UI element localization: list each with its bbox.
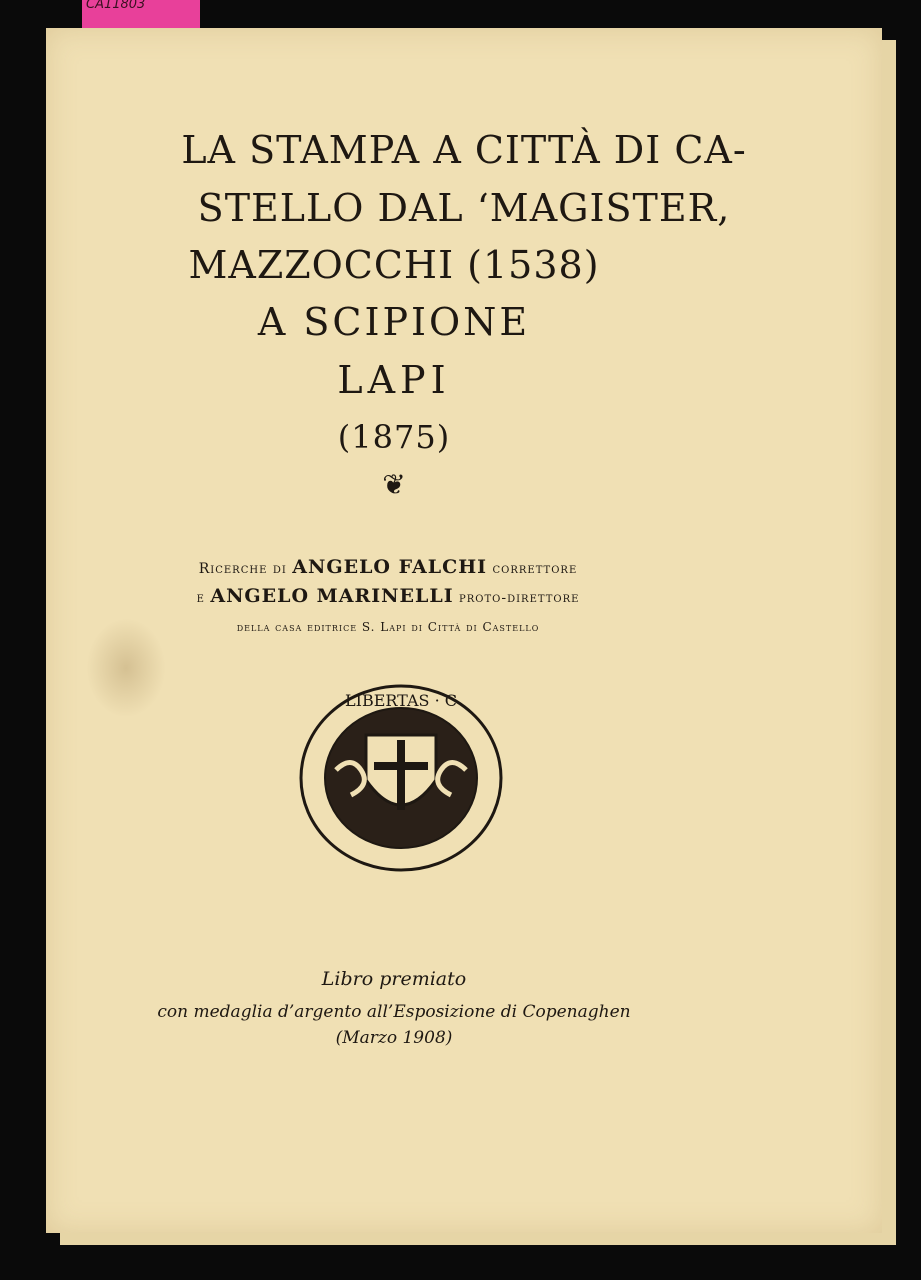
credit-line-2 [0, 585, 806, 607]
title-line: (1875) [337, 418, 451, 456]
award-detail: con medaglia d’argento all’Esposizione di Copenaghen [157, 1002, 631, 1022]
title-line: LA STAMPA A CITTÀ DI CA- [181, 128, 747, 172]
author-name: ANGELO MARINELLI [210, 585, 454, 607]
credit-line-1 [0, 556, 806, 578]
book-cover [46, 28, 882, 1233]
svg-text:LIBERTAS · C: LIBERTAS · C [345, 691, 457, 710]
author-name: ANGELO FALCHI [292, 556, 488, 578]
award-date: (Marzo 1908) [335, 1028, 453, 1048]
author-role: correttore [492, 561, 578, 577]
credit-prefix: Ricerche di [198, 561, 287, 577]
credit-prefix: e [196, 590, 205, 606]
title-line: STELLO DAL ‘MAGISTER, [197, 186, 731, 230]
title-line: MAZZOCCHI (1538) [188, 243, 600, 287]
award-title: Libro premiato [321, 968, 467, 990]
catalog-sticker: CA11803 [82, 0, 200, 30]
seal-emblem [296, 680, 506, 880]
ornament-icon: ❦ [382, 468, 406, 501]
title-line: A SCIPIONE [257, 300, 531, 344]
credit-line-3: della casa editrice S. Lapi di Città di Castello [236, 620, 540, 634]
title-line: LAPI [337, 358, 451, 402]
author-role: proto-direttore [459, 590, 580, 606]
